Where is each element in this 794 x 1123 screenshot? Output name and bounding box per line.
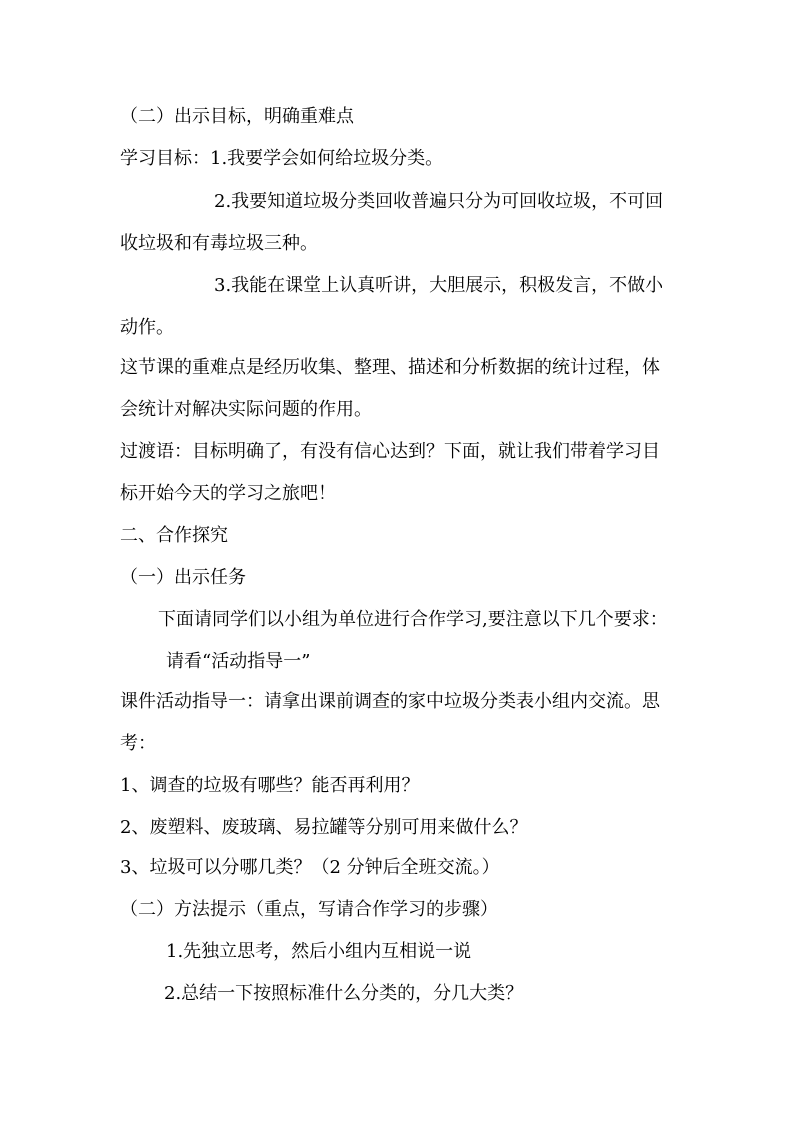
transition-paragraph-continued: 标开始今天的学习之旅吧！: [120, 483, 336, 504]
activity-guide-paragraph: 课件活动指导一：请拿出课前调查的家中垃圾分类表小组内交流。思: [120, 691, 660, 712]
section-heading-goals: （二）出示目标，明确重难点: [120, 106, 354, 127]
subsection-heading-method: （二）方法提示（重点，写请合作学习的步骤）: [120, 899, 498, 920]
key-points-paragraph: 这节课的重难点是经历收集、整理、描述和分析数据的统计过程，体: [120, 357, 660, 378]
task-instructions: 下面请同学们以小组为单位进行合作学习,要注意以下几个要求：: [158, 609, 668, 630]
learning-goal-3-continued: 动作。: [120, 317, 174, 338]
learning-goal-2: 2.我要知道垃圾分类回收普遍只分为可回收垃圾，不可回: [214, 191, 664, 212]
activity-guide-note: 请看“活动指导一”: [166, 651, 311, 672]
question-2: 2、废塑料、废玻璃、易拉罐等分别可用来做什么？: [120, 817, 528, 838]
key-points-paragraph-continued: 会统计对解决实际问题的作用。: [120, 399, 372, 420]
method-step-1: 1.先独立思考，然后小组内互相说一说: [166, 941, 472, 962]
section-heading-cooperation: 二、合作探究: [120, 525, 228, 546]
subsection-heading-task: （一）出示任务: [120, 567, 246, 588]
learning-goal-2-continued: 收垃圾和有毒垃圾三种。: [120, 233, 318, 254]
question-1: 1、调查的垃圾有哪些？能否再利用？: [120, 775, 420, 796]
transition-paragraph: 过渡语：目标明确了，有没有信心达到？下面，就让我们带着学习目: [120, 441, 660, 462]
question-3: 3、垃圾可以分哪几类？（2 分钟后全班交流。）: [120, 857, 500, 878]
activity-guide-paragraph-continued: 考：: [120, 733, 156, 754]
method-step-2: 2.总结一下按照标准什么分类的，分几大类？: [164, 983, 524, 1004]
learning-goal-1: 学习目标：1.我要学会如何给垃圾分类。: [120, 148, 444, 169]
learning-goal-3: 3.我能在课堂上认真听讲，大胆展示，积极发言，不做小: [214, 275, 664, 296]
